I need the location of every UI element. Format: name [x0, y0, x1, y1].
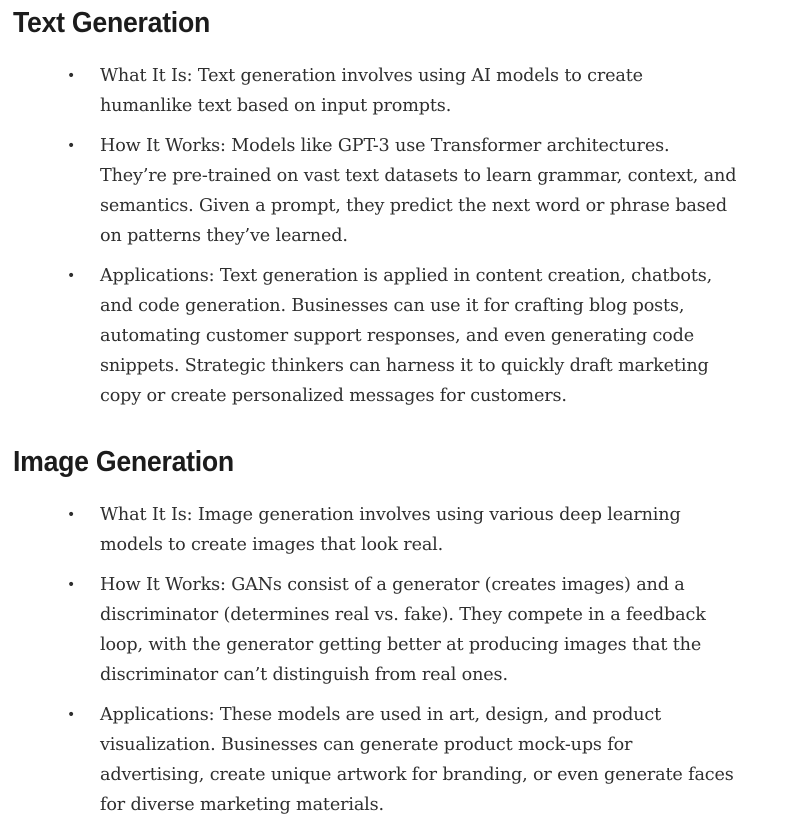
- list-item: [0, 61, 800, 121]
- bullet-list-text-generation: [0, 61, 800, 421]
- list-item-text: How It Works: Models like GPT-3 use Transformer architectures. They’re pre-trained on vast text datasets to learn grammar, context, and semantics. Given a prompt, they predict the next word or phrase based on patterns they’ve learned.: [100, 136, 737, 246]
- list-item: [0, 500, 800, 560]
- list-item-text: How It Works: GANs consist of a generator (creates images) and a discriminator (determines real vs. fake). They compete in a feedback loop, with the generator getting better at producing images that the discriminator can’t distinguish from real ones.: [100, 575, 706, 685]
- list-item: [0, 570, 800, 690]
- bullet-icon: •: [67, 577, 76, 593]
- list-item: [0, 261, 800, 411]
- list-item-text: Applications: These models are used in art, design, and product visualization. Businesses can generate product mock-ups for advertising, create unique artwork for branding, or even generate faces for diverse marketing materials.: [100, 705, 734, 815]
- bullet-icon: •: [67, 707, 76, 723]
- bullet-icon: •: [67, 268, 76, 284]
- section-heading-text-generation: Text Generation: [13, 7, 210, 39]
- list-item-text: What It Is: Image generation involves using various deep learning models to create images that look real.: [100, 505, 681, 555]
- bullet-icon: •: [67, 138, 76, 154]
- bullet-icon: •: [67, 68, 76, 84]
- bullet-icon: •: [67, 507, 76, 523]
- section-heading-image-generation: Image Generation: [13, 446, 234, 478]
- list-item: [0, 131, 800, 251]
- list-item-text: Applications: Text generation is applied in content creation, chatbots, and code generation. Businesses can use it for crafting blog posts, automating customer support responses, and even generating code snippets. Strategic thinkers can harness it to quickly draft marketing copy or create personalized messages for customers.: [100, 266, 713, 406]
- list-item: [0, 700, 800, 820]
- bullet-list-image-generation: [0, 500, 800, 830]
- list-item-text: What It Is: Text generation involves using AI models to create humanlike text based on input prompts.: [100, 66, 643, 116]
